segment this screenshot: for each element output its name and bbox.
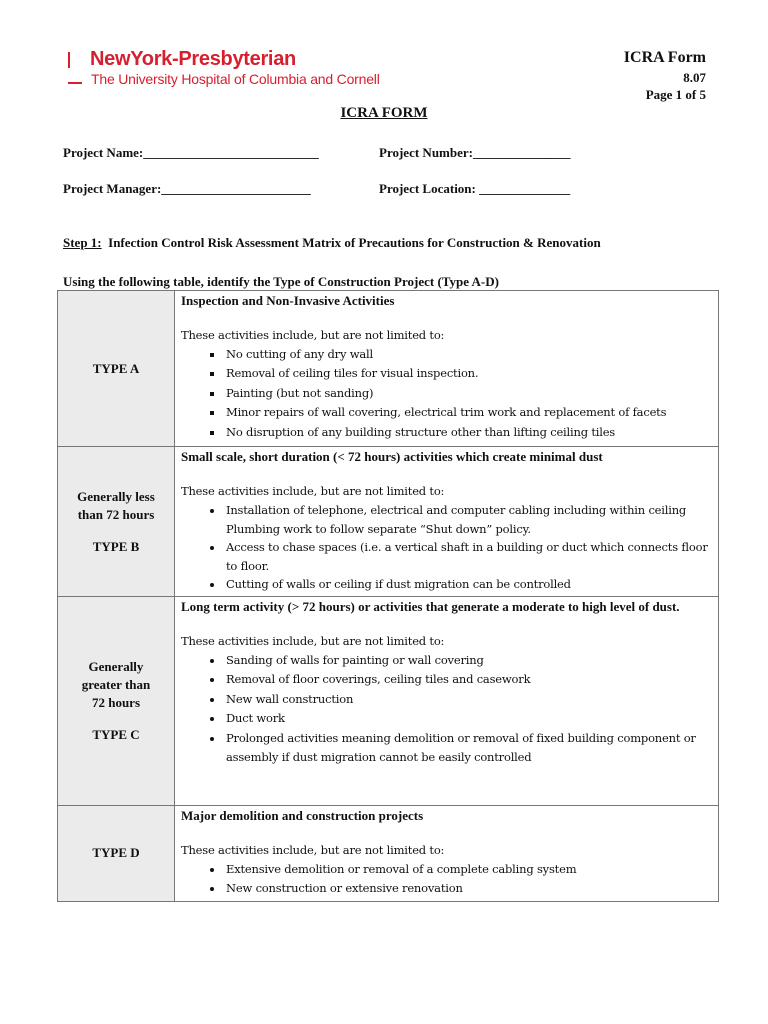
type-lead: These activities include, but are not limited to: bbox=[181, 843, 445, 857]
list-item: • New construction or extensive renovation bbox=[224, 879, 712, 898]
type-label-cell bbox=[58, 597, 175, 806]
step-heading bbox=[63, 235, 601, 251]
type-lead: These activities include, but are not limited to: bbox=[181, 328, 445, 342]
list-item: ▪ Minor repairs of wall covering, electrical trim work and replacement of facets bbox=[224, 403, 712, 422]
list-item: ▪ Removal of ceiling tiles for visual inspection. bbox=[224, 364, 712, 383]
step-text: Infection Control Risk Assessment Matrix of Precautions for Construction & Renovation bbox=[101, 235, 601, 250]
spacer bbox=[62, 524, 170, 538]
type-label-line: than 72 hours bbox=[77, 506, 155, 522]
type-description-cell bbox=[175, 291, 719, 447]
activity-list bbox=[181, 345, 712, 442]
type-label-line: TYPE A bbox=[92, 360, 140, 376]
type-label-line: Generally less bbox=[77, 488, 155, 504]
list-item: • New wall construction bbox=[224, 690, 712, 709]
type-label-cell bbox=[58, 447, 175, 597]
list-item: • Removal of floor coverings, ceiling tiles and casework bbox=[224, 670, 712, 689]
type-title: Major demolition and construction projects bbox=[181, 808, 424, 823]
activity-list bbox=[181, 860, 712, 899]
type-label-line: 72 hours bbox=[91, 695, 141, 710]
activity-list bbox=[181, 651, 712, 767]
page-heading: ICRA FORM bbox=[340, 105, 428, 121]
type-lead: These activities include, but are not limited to: bbox=[181, 484, 445, 498]
list-item: ▪ No cutting of any dry wall bbox=[224, 345, 712, 364]
logo-subtitle: The University Hospital of Columbia and Cornell bbox=[91, 71, 380, 87]
list-item: • Installation of telephone, electrical and computer cabling including within ceiling Plumbing work to follow separate “Shut down” policy. bbox=[224, 501, 712, 538]
type-lead: These activities include, but are not limited to: bbox=[181, 634, 445, 648]
type-label-line: TYPE B bbox=[92, 538, 140, 554]
list-item: • Duct work bbox=[224, 709, 712, 728]
list-item: • Sanding of walls for painting or wall covering bbox=[224, 651, 712, 670]
logo-bracket-icon bbox=[68, 52, 82, 90]
list-item: • Prolonged activities meaning demolition or removal of fixed building component or assembly if dust migration cannot be easily controlled bbox=[224, 729, 712, 768]
table-row bbox=[58, 447, 719, 597]
type-description-cell bbox=[175, 806, 719, 902]
step-label: Step 1: bbox=[63, 235, 102, 250]
type-label-cell bbox=[58, 806, 175, 902]
activity-list bbox=[181, 501, 712, 594]
hospital-logo bbox=[64, 48, 394, 94]
type-label-cell bbox=[58, 291, 175, 447]
type-label-line: TYPE C bbox=[92, 727, 140, 742]
logo-name: NewYork-Presbyterian bbox=[90, 48, 296, 70]
project-location-field[interactable]: Project Location: ______________ bbox=[379, 181, 571, 196]
list-item: • Cutting of walls or ceiling if dust migration can be controlled bbox=[224, 575, 712, 594]
list-item: • Extensive demolition or removal of a complete cabling system bbox=[224, 860, 712, 879]
type-label-line: Generally bbox=[88, 659, 144, 674]
type-description-cell bbox=[175, 447, 719, 597]
list-item: ▪ Painting (but not sanding) bbox=[224, 384, 712, 403]
type-label-line: TYPE D bbox=[92, 845, 140, 861]
form-number: 8.07 bbox=[683, 70, 706, 85]
table-row bbox=[58, 291, 719, 447]
spacer bbox=[62, 712, 170, 726]
type-label-line: greater than bbox=[81, 677, 151, 692]
list-item: ▪ No disruption of any building structure other than lifting ceiling tiles bbox=[224, 423, 712, 442]
page-number: Page 1 of 5 bbox=[645, 87, 706, 102]
project-name-field[interactable]: Project Name:___________________________ bbox=[63, 145, 319, 160]
type-title: Inspection and Non-Invasive Activities bbox=[181, 293, 395, 308]
form-title: ICRA Form bbox=[623, 49, 706, 66]
type-description-cell bbox=[175, 597, 719, 806]
construction-type-matrix bbox=[57, 290, 719, 902]
table-row bbox=[58, 597, 719, 806]
table-intro: Using the following table, identify the Type of Construction Project (Type A-D) bbox=[63, 274, 499, 289]
list-item: • Access to chase spaces (i.e. a vertical shaft in a building or duct which connects floor to floor. bbox=[224, 538, 712, 575]
table-row bbox=[58, 806, 719, 902]
type-title: Small scale, short duration (< 72 hours) activities which create minimal dust bbox=[181, 449, 603, 464]
project-manager-field[interactable]: Project Manager:_______________________ bbox=[63, 181, 311, 196]
project-number-field[interactable]: Project Number:_______________ bbox=[379, 145, 571, 160]
type-title: Long term activity (> 72 hours) or activities that generate a moderate to high level of dust. bbox=[181, 599, 680, 614]
